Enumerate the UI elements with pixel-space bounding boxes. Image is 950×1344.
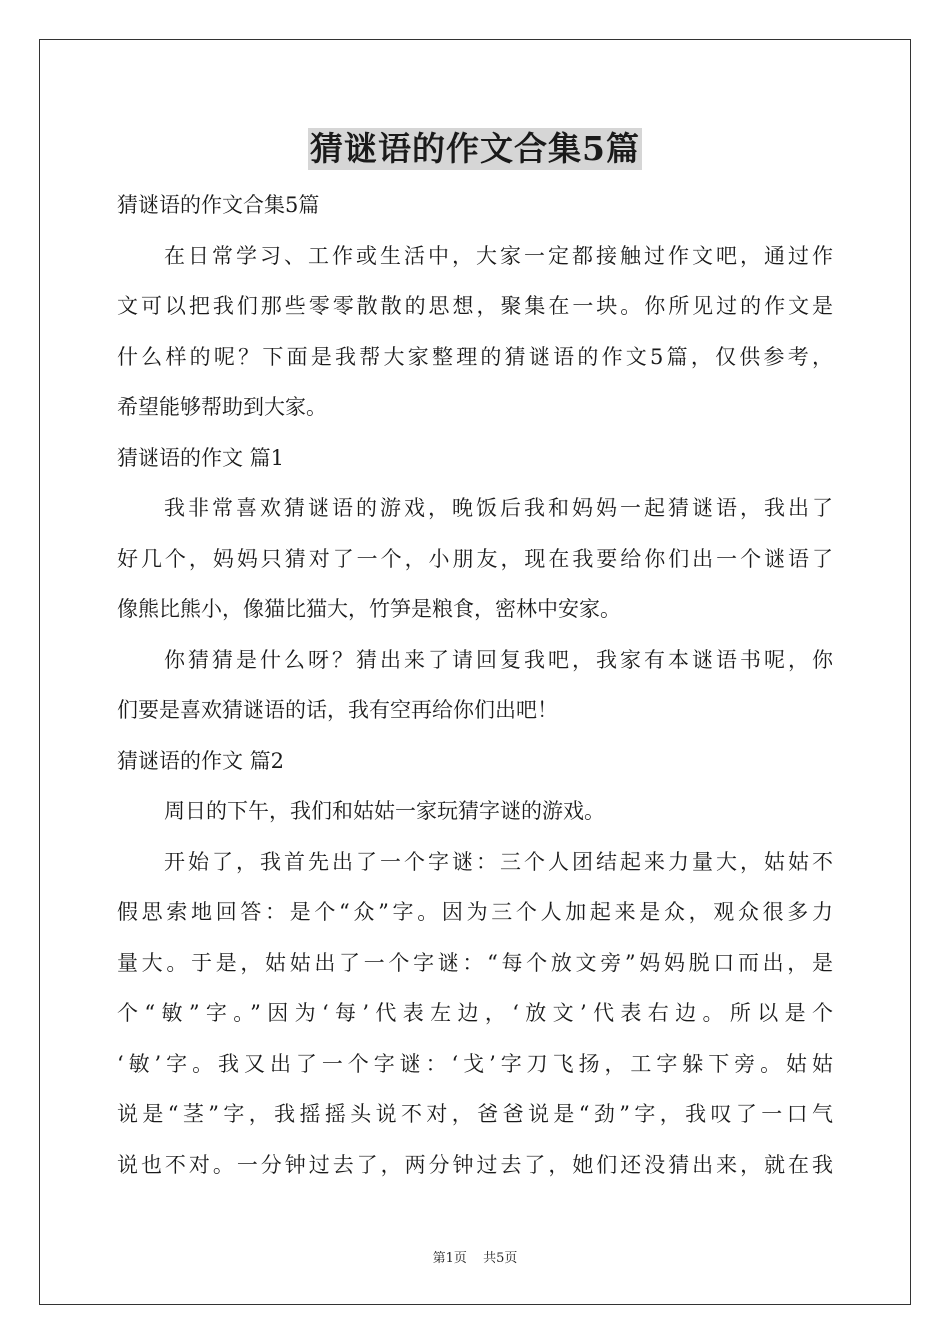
text-line: 周日的下午，我们和姑姑一家玩猜字谜的游戏。 xyxy=(164,799,605,823)
document-body xyxy=(117,180,833,1190)
text-line: 什么样的呢？下面是我帮大家整理的猜谜语的作文5篇，仅供参考， xyxy=(117,344,833,369)
text-line: 假思索地回答：是个“众”字。因为三个人加起来是众，观众很多力 xyxy=(117,900,833,924)
text-line: 像熊比熊小，像猫比猫大，竹笋是粮食，密林中安家。 xyxy=(117,597,621,621)
text-line: 个“敏”字。”因为‘每’代表左边，‘放文’代表右边。所以是个 xyxy=(117,1001,833,1025)
title-container xyxy=(0,128,950,170)
section-heading: 猜谜语的作文 篇2 xyxy=(117,748,285,773)
text-line: ‘敏’字。我又出了一个字谜：‘戈’字刀飞扬，工字躲下旁。姑姑 xyxy=(117,1051,833,1076)
page-total: 共5页 xyxy=(483,1251,518,1266)
text-line: 量大。于是，姑姑出了一个字谜：“每个放文旁”妈妈脱口而出，是 xyxy=(117,950,833,975)
section-heading: 猜谜语的作文合集5篇 xyxy=(117,193,320,217)
document-title: 猜谜语的作文合集5篇 xyxy=(310,129,640,168)
section-heading: 猜谜语的作文 篇1 xyxy=(117,445,285,470)
text-line: 在日常学习、工作或生活中，大家一定都接触过作文吧，通过作 xyxy=(164,243,833,268)
text-line: 们要是喜欢猜谜语的话，我有空再给你们出吧！ xyxy=(117,698,558,722)
text-line: 说也不对。一分钟过去了，两分钟过去了，她们还没猜出来，就在我 xyxy=(117,1152,833,1177)
text-line: 希望能够帮助到大家。 xyxy=(117,395,327,419)
text-line: 好几个，妈妈只猜对了一个，小朋友，现在我要给你们出一个谜语了 xyxy=(117,546,833,571)
text-line: 你猜猜是什么呀？猜出来了请回复我吧，我家有本谜语书呢，你 xyxy=(164,647,833,672)
text-line: 说是“茎”字，我摇摇头说不对，爸爸说是“劲”字，我叹了一口气 xyxy=(117,1102,833,1126)
page-number: 第1页 xyxy=(432,1251,467,1266)
page-footer xyxy=(0,1247,950,1266)
text-line: 文可以把我们那些零零散散的思想，聚集在一块。你所见过的作文是 xyxy=(117,294,833,318)
text-line: 我非常喜欢猜谜语的游戏，晚饭后我和妈妈一起猜谜语，我出了 xyxy=(164,496,833,520)
text-line: 开始了，我首先出了一个字谜：三个人团结起来力量大，姑姑不 xyxy=(164,849,833,874)
